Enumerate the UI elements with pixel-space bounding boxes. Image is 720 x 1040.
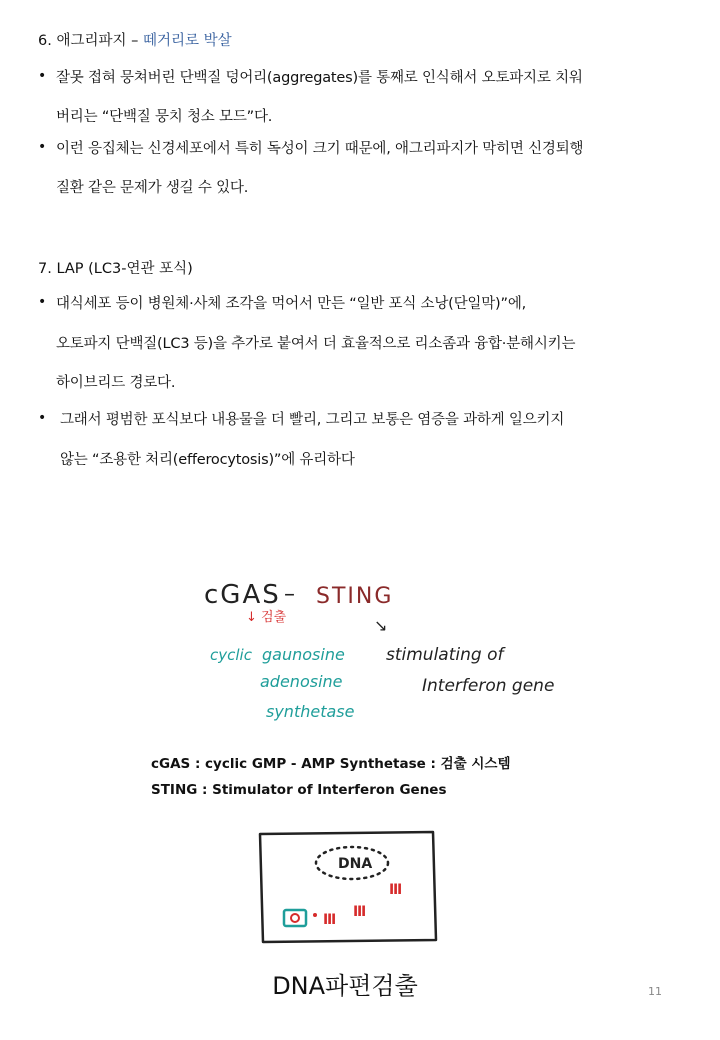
- sketch-arrow: ↘: [374, 616, 388, 635]
- dna-mark-left: Ⅲ: [323, 912, 337, 928]
- sketch-stimulating: stimulating of: [386, 645, 504, 665]
- dna-fragment-sketch: [255, 828, 440, 946]
- s7-b1-line3: 하이브리드 경로다.: [56, 375, 176, 391]
- definition-cgas: cGAS : cyclic GMP - AMP Synthetase : 검출 시스템: [151, 756, 511, 772]
- section-6-name: 애그리파지: [56, 33, 127, 49]
- s7-b1-line2: 오토파지 단백질(LC3 등)을 추가로 붙여서 더 효율적으로 리소좀과 융합·분해시키는: [56, 336, 576, 352]
- section-6-number: 6.: [38, 33, 52, 49]
- cgas-sting-sketch: [190, 565, 570, 730]
- sketch-detect-label: ↓ 검출: [246, 610, 287, 625]
- s6-b1-line1: 잘못 접혀 뭉쳐버린 단백질 덩어리(aggregates)를 통째로 인식해서 오토파지로 치워: [56, 70, 583, 86]
- section-6-title: [38, 29, 232, 50]
- sketch-cgas: cGAS: [204, 580, 281, 610]
- figure-caption: DNA파편검출: [272, 972, 418, 1000]
- sketch-cyclic: cyclic: [210, 646, 252, 664]
- dna-mark-right: Ⅲ: [389, 882, 403, 898]
- bullet-dot: •: [38, 139, 47, 155]
- page-number: 11: [648, 985, 662, 998]
- bullet-dot: •: [38, 410, 47, 426]
- section-7-title: 7. LAP (LC3-연관 포식): [38, 261, 193, 277]
- sensor-point: [313, 913, 317, 917]
- sketch-gaunosine: gaunosine: [262, 645, 345, 664]
- dna-label: DNA: [338, 856, 373, 872]
- bullet-dot: •: [38, 68, 47, 84]
- sketch-sting: STING: [316, 584, 394, 609]
- s7-b2-line1: 그래서 평범한 포식보다 내용물을 더 빨리, 그리고 보통은 염증을 과하게 일으키지: [60, 412, 565, 428]
- sketch-adenosine: adenosine: [260, 672, 343, 691]
- s6-b2-line1: 이런 응집체는 신경세포에서 특히 독성이 크기 때문에, 애그리파지가 막히면 신경퇴행: [56, 141, 584, 157]
- sensor-dot: [291, 914, 299, 922]
- s7-b1-line1: 대식세포 등이 병원체·사체 조각을 먹어서 만든 “일반 포식 소낭(단일막)”에,: [56, 296, 527, 312]
- sketch-synthetase: synthetase: [266, 702, 355, 721]
- section-6-dash: –: [131, 33, 139, 49]
- sketch-interferon: Interferon gene: [422, 676, 555, 696]
- section-6-accent: 떼거리로 박살: [142, 33, 232, 49]
- sketch-dash: –: [284, 582, 295, 607]
- definition-sting: STING : Stimulator of Interferon Genes: [151, 782, 447, 798]
- dna-mark-middle: Ⅲ: [353, 904, 367, 920]
- s6-b2-line2: 질환 같은 문제가 생길 수 있다.: [56, 180, 249, 196]
- cgas-sensor-box: [284, 910, 306, 926]
- s6-b1-line2: 버리는 “단백질 뭉치 청소 모드”다.: [56, 109, 273, 125]
- s7-b2-line2: 않는 “조용한 처리(efferocytosis)”에 유리하다: [60, 452, 355, 468]
- bullet-dot: •: [38, 294, 47, 310]
